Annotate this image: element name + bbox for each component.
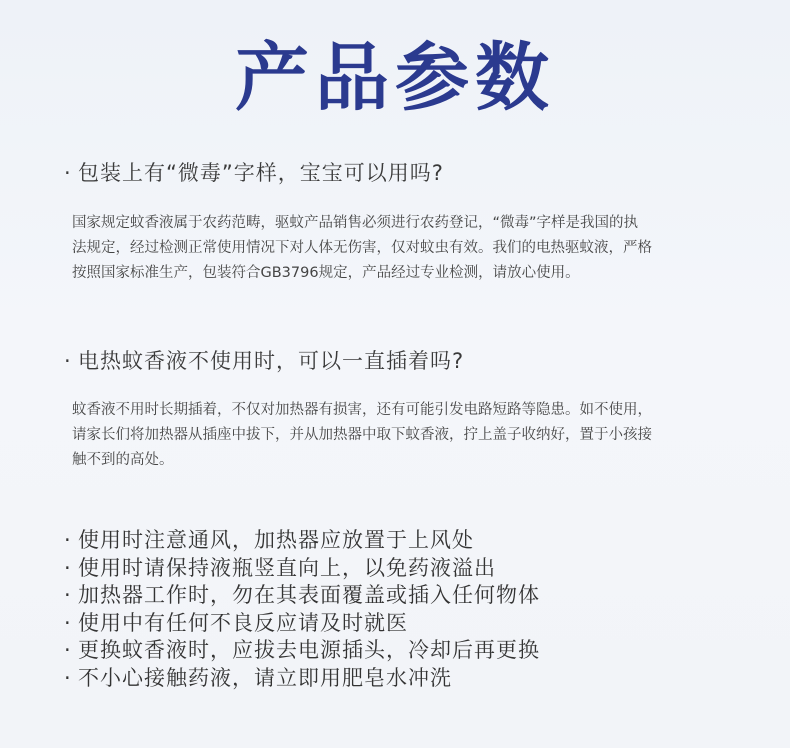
faq-answer-line: 请家长们将加热器从插座中拔下，并从加热器中取下蚊香液，拧上盖子收纳好，置于小孩接 <box>72 427 652 443</box>
faq-question-keep-plugged <box>64 347 464 375</box>
faq-question-text: 包装上有“微毒”字样，宝宝可以用吗? <box>78 161 444 185</box>
faq-answer-line: 触不到的高处。 <box>72 452 174 468</box>
faq-answer-keep-plugged <box>72 398 732 473</box>
faq-question-micro-toxic <box>64 159 444 187</box>
faq-answer-line: 按照国家标准生产，包装符合GB3796规定，产品经过专业检测，请放心使用。 <box>72 265 580 281</box>
usage-tip-item <box>64 555 540 583</box>
usage-tip-item <box>64 637 540 665</box>
usage-tip-item <box>64 610 540 638</box>
usage-tip-item <box>64 665 540 693</box>
usage-tip-item <box>64 527 540 555</box>
usage-tip-text: 使用时注意通风，加热器应放置于上风处 <box>78 528 474 552</box>
usage-tip-text: 使用中有任何不良反应请及时就医 <box>78 610 408 635</box>
faq-question-text: 电热蚊香液不使用时，可以一直插着吗? <box>78 349 465 373</box>
bullet-dot: · <box>64 665 72 690</box>
faq-answer-line: 蚊香液不用时长期插着，不仅对加热器有损害，还有可能引发电路短路等隐患。如不使用， <box>72 402 652 418</box>
usage-tips-list <box>64 527 540 692</box>
bullet-dot: · <box>64 161 72 185</box>
faq-answer-micro-toxic <box>72 211 732 286</box>
bullet-dot: · <box>64 610 72 635</box>
usage-tip-text: 更换蚊香液时，应拔去电源插头，冷却后再更换 <box>78 638 540 662</box>
bullet-dot: · <box>64 528 72 552</box>
bullet-dot: · <box>64 349 72 373</box>
usage-tip-text: 使用时请保持液瓶竖直向上，以免药液溢出 <box>78 555 496 580</box>
usage-tip-text: 加热器工作时，勿在其表面覆盖或插入任何物体 <box>78 583 540 607</box>
bullet-dot: · <box>64 555 72 580</box>
faq-answer-line: 国家规定蚊香液属于农药范畴，驱蚊产品销售必须进行农药登记，“微毒”字样是我国的执 <box>72 215 639 231</box>
faq-answer-line: 法规定，经过检测正常使用情况下对人体无伤害，仅对蚊虫有效。我们的电热驱蚊液，严格 <box>72 240 652 256</box>
bullet-dot: · <box>64 583 72 607</box>
page-title: 产品参数 <box>235 35 555 121</box>
bullet-dot: · <box>64 638 72 662</box>
usage-tip-text: 不小心接触药液，请立即用肥皂水冲洗 <box>78 665 452 690</box>
usage-tip-item <box>64 582 540 610</box>
